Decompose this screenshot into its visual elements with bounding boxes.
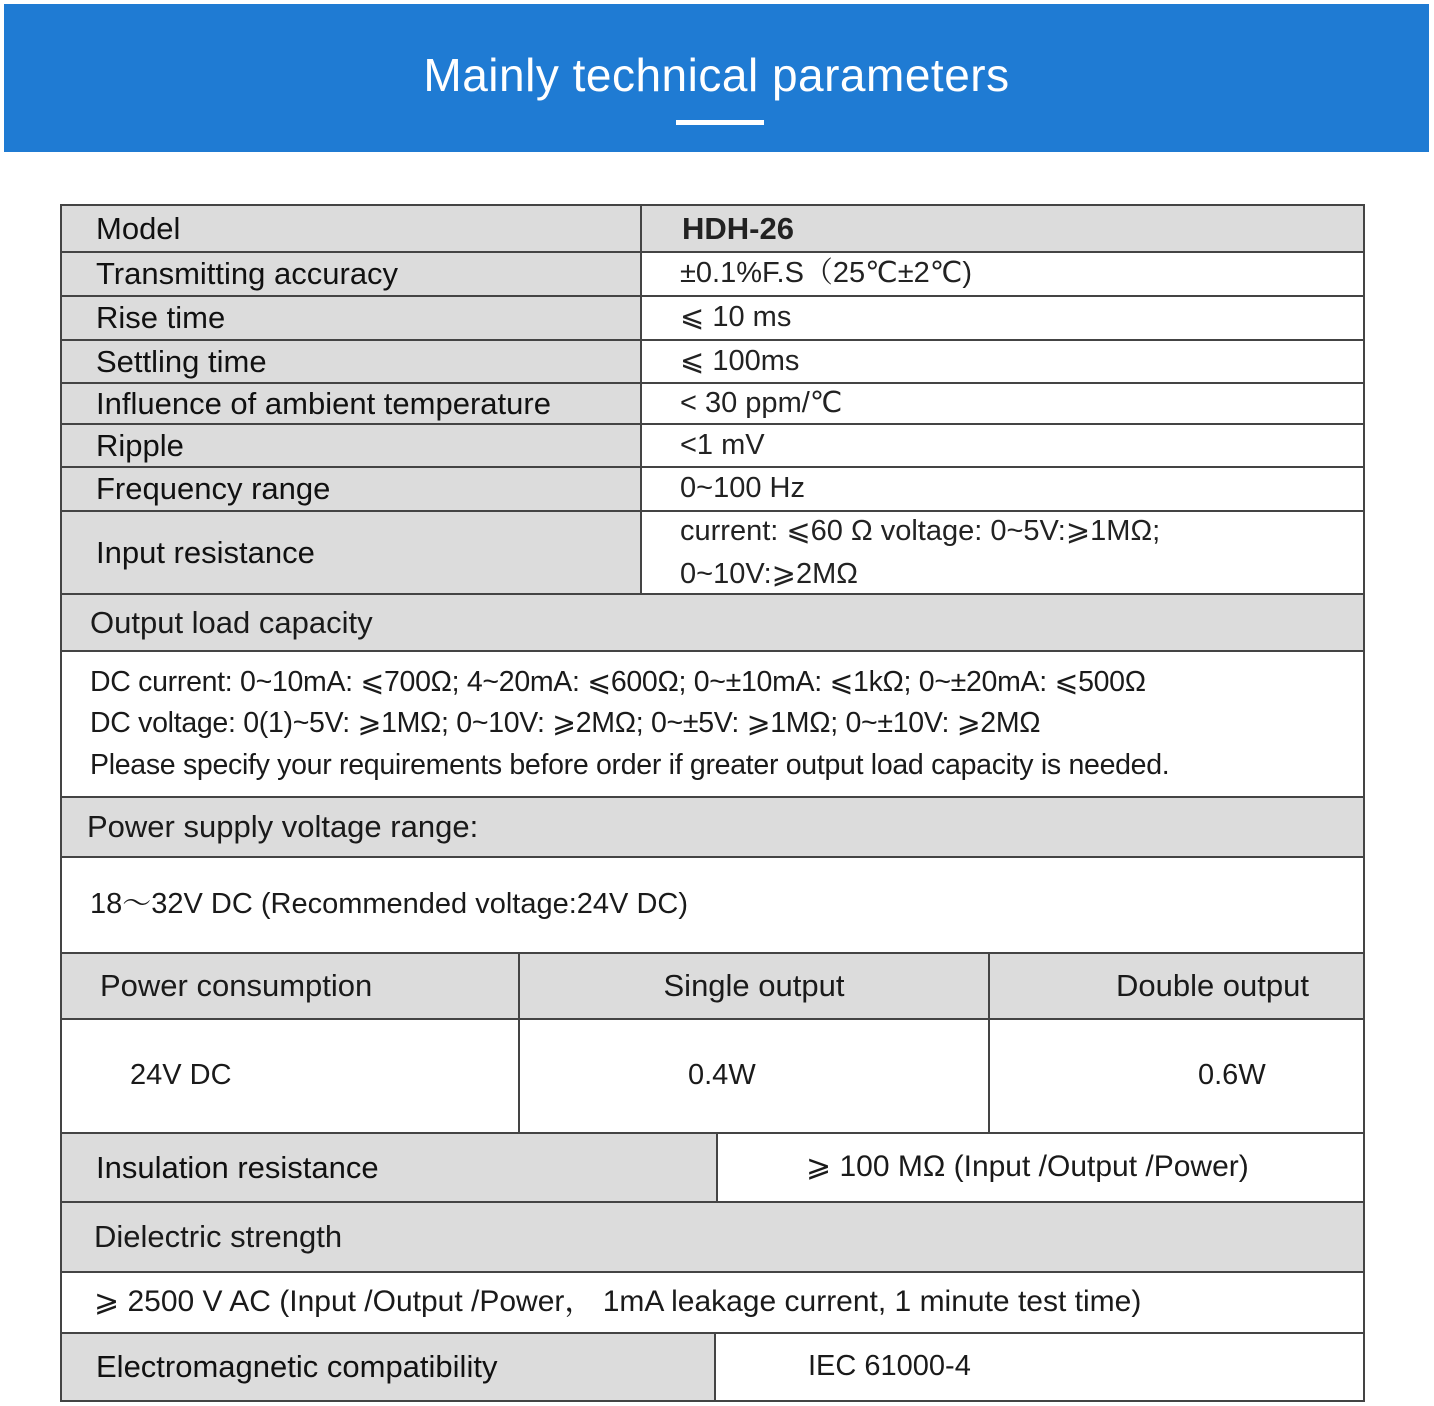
- spec-label-input-resistance: Input resistance: [60, 510, 642, 595]
- spec-value-input-resistance: [640, 510, 1365, 595]
- output-load-heading: Output load capacity: [60, 593, 1365, 652]
- double-output-header: Double output: [988, 952, 1365, 1020]
- spec-value-accuracy: ±0.1%F.S（25℃±2℃): [640, 251, 1365, 297]
- power-consumption-header: Power consumption: [60, 952, 520, 1020]
- power-consumption-voltage: 24V DC: [60, 1018, 520, 1134]
- spec-label-accuracy: Transmitting accuracy: [60, 251, 642, 297]
- output-load-note: Please specify your requirements before order if greater output load capacity is needed.: [90, 748, 1170, 781]
- dielectric-value: ⩾ 2500 V AC (Input /Output /Power， 1mA leakage current, 1 minute test time): [60, 1271, 1365, 1334]
- spec-label-rise-time: Rise time: [60, 295, 642, 341]
- output-load-voltage: DC voltage: 0(1)~5V: ⩾1MΩ; 0~10V: ⩾2MΩ; 0~±5V: ⩾1MΩ; 0~±10V: ⩾2MΩ: [90, 707, 1041, 740]
- header-banner: [4, 4, 1429, 152]
- insulation-label: Insulation resistance: [60, 1132, 718, 1203]
- spec-value-ambient-temp: < 30 ppm/℃: [640, 382, 1365, 425]
- output-load-content: [60, 650, 1365, 798]
- spec-value-settling-time: ⩽ 100ms: [640, 339, 1365, 384]
- output-load-current: DC current: 0~10mA: ⩽700Ω; 4~20mA: ⩽600Ω; 0~±10mA: ⩽1kΩ; 0~±20mA: ⩽500Ω: [90, 666, 1146, 699]
- insulation-value: ⩾ 100 MΩ (Input /Output /Power): [716, 1132, 1365, 1203]
- double-output-value: 0.6W: [988, 1018, 1365, 1134]
- spec-value-rise-time: ⩽ 10 ms: [640, 295, 1365, 341]
- spec-value-model: HDH-26: [640, 204, 1365, 253]
- title-underline: [676, 120, 764, 125]
- spec-value-frequency: 0~100 Hz: [640, 466, 1365, 512]
- single-output-value: 0.4W: [518, 1018, 990, 1134]
- emc-value: IEC 61000-4: [714, 1332, 1365, 1402]
- power-supply-value: 18～32V DC (Recommended voltage:24V DC): [60, 856, 1365, 954]
- page-title: Mainly technical parameters: [423, 49, 1010, 101]
- input-resistance-line-2: 0~10V:⩾2MΩ: [680, 557, 858, 590]
- dielectric-heading: Dielectric strength: [60, 1201, 1365, 1273]
- single-output-header: Single output: [518, 952, 990, 1020]
- spec-label-model: Model: [60, 204, 642, 253]
- spec-label-settling-time: Settling time: [60, 339, 642, 384]
- spec-label-ripple: Ripple: [60, 423, 642, 468]
- input-resistance-line-1: current: ⩽60 Ω voltage: 0~5V:⩾1MΩ;: [680, 515, 1161, 548]
- emc-label: Electromagnetic compatibility: [60, 1332, 716, 1402]
- power-supply-heading: Power supply voltage range:: [60, 796, 1365, 858]
- spec-label-ambient-temp: Influence of ambient temperature: [60, 382, 642, 425]
- spec-value-ripple: <1 mV: [640, 423, 1365, 468]
- spec-label-frequency: Frequency range: [60, 466, 642, 512]
